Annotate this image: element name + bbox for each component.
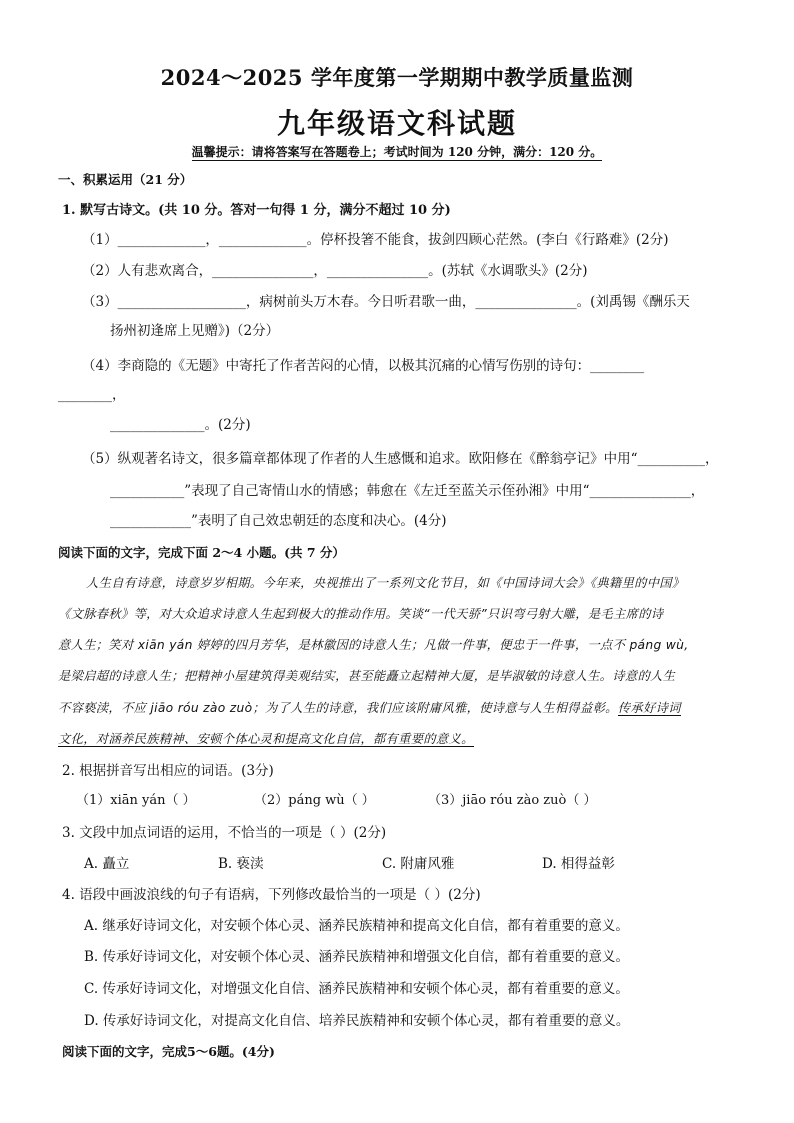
q4-stem: 4. 语段中画波浪线的句子有语病，下列修改最恰当的一项是（ ）(2分) bbox=[62, 887, 481, 903]
exam-tip: 温馨提示：请将答案写在答题卷上；考试时间为 120 分钟，满分：120 分。 bbox=[191, 145, 603, 159]
q2-stem: 2. 根据拼音写出相应的词语。(3分) bbox=[62, 763, 274, 779]
q1-item-4-cont: ________， bbox=[58, 387, 126, 403]
q2-option-2: （2）páng wù（ ） bbox=[254, 793, 375, 808]
passage-line-1: 人生自有诗意，诗意岁岁相期。今年来，央视推出了一系列文化节目，如《中国诗词大会》《典籍里的中国》 bbox=[86, 576, 685, 590]
q1-item-5: （5）纵观著名诗文，很多篇章都体现了作者的人生感慨和追求。欧阳修在《醉翁亭记》中用“__________， bbox=[82, 451, 719, 467]
passage-line-3: 意人生；笑对 xiān yán 婷婷的四月芳华，是林徽因的诗意人生；凡做一件事，便忠于一件事，一点不 páng wù, bbox=[58, 638, 689, 652]
section-heading: 一、积累运用（21 分） bbox=[58, 172, 193, 187]
q1-item-5-end: ____________”表明了自己效忠朝廷的态度和决心。(4分) bbox=[110, 513, 447, 529]
q1-item-5-cont: ___________”表现了自己寄情山水的情感；韩愈在《左迁至蓝关示侄孙湘》中用“_______________， bbox=[110, 483, 705, 499]
passage-line-5: 不容亵渎，不应 jiāo róu zào zuò；为了人生的诗意，我们应该附庸风雅，使诗意与人生相得益彰。传承好诗词 bbox=[58, 701, 681, 715]
exam-subtitle: 九年级语文科试题 bbox=[276, 107, 517, 140]
q1-item-2: （2）人有悲欢离合，_______________，_______________。(苏轼《水调歌头》(2分) bbox=[82, 263, 588, 279]
q1-item-3: （3）___________________，病树前头万木春。今日听君歌一曲，_______________。(刘禹锡《酬乐天 bbox=[82, 294, 690, 310]
passage-line-6 bbox=[58, 730, 474, 748]
q1-stem: 1. 默写古诗文。(共 10 分。答对一句得 1 分，满分不超过 10 分) bbox=[62, 203, 451, 218]
q1-item-4-end: ______________。(2分) bbox=[110, 417, 251, 433]
q1-item-3-cont: 扬州初逢席上见赠》)（2分） bbox=[110, 323, 280, 339]
wavy-sentence-start: 传承好诗词 bbox=[617, 701, 681, 715]
wavy-sentence-end: 文化，对涵养民族精神、安顿个体心灵和提高文化自信，都有重要的意义。 bbox=[58, 732, 474, 746]
q4-option-a: A. 继承好诗词文化，对安顿个体心灵、涵养民族精神和提高文化自信，都有着重要的意义。 bbox=[84, 918, 629, 934]
q1-item-1: （1）_____________，_____________。停杯投箸不能食，拔剑四顾心茫然。(李白《行路难》(2分) bbox=[82, 232, 669, 248]
reading2-heading: 阅读下面的文字，完成5～6题。(4分) bbox=[62, 1044, 275, 1059]
reading1-heading: 阅读下面的文字，完成下面 2～4 小题。(共 7 分） bbox=[58, 545, 345, 560]
passage-line-2: 《文脉春秋》等，对大众追求诗意人生起到极大的推动作用。笑谈“一代天骄”只识弯弓射大雕，是毛主席的诗 bbox=[58, 607, 664, 621]
q3-stem: 3. 文段中加点词语的运用，不恰当的一项是（ ）(2分) bbox=[62, 825, 387, 841]
exam-title: 2024～2025 学年度第一学期期中教学质量监测 bbox=[160, 65, 634, 90]
q4-option-b: B. 传承好诗词文化，对安顿个体心灵、涵养民族精神和增强文化自信，都有着重要的意义。 bbox=[84, 949, 630, 965]
q3-option-b: B. 亵渎 bbox=[218, 856, 264, 872]
q4-option-c: C. 传承好诗词文化，对增强文化自信、涵养民族精神和安顿个体心灵，都有着重要的意义。 bbox=[84, 981, 629, 997]
passage-line-4: 是梁启超的诗意人生；把精神小屋建筑得美观结实，甚至能矗立起精神大厦，是毕淑敏的诗意人生。诗意的人生 bbox=[58, 669, 676, 683]
q3-option-d: D. 相得益彰 bbox=[542, 856, 615, 872]
q3-option-c: C. 附庸风雅 bbox=[382, 856, 455, 872]
q1-item-4: （4）李商隐的《无题》中寄托了作者苦闷的心情，以极其沉痛的心情写伤别的诗句：________ bbox=[82, 358, 645, 374]
q2-option-1: （1）xiān yán（ ） bbox=[76, 793, 196, 808]
q3-option-a: A. 矗立 bbox=[84, 856, 130, 872]
q4-option-d: D. 传承好诗词文化，对提高文化自信、培养民族精神和安顿个体心灵，都有着重要的意义。 bbox=[84, 1013, 630, 1029]
q2-option-3: （3）jiāo róu zào zuò（ ） bbox=[428, 793, 597, 808]
